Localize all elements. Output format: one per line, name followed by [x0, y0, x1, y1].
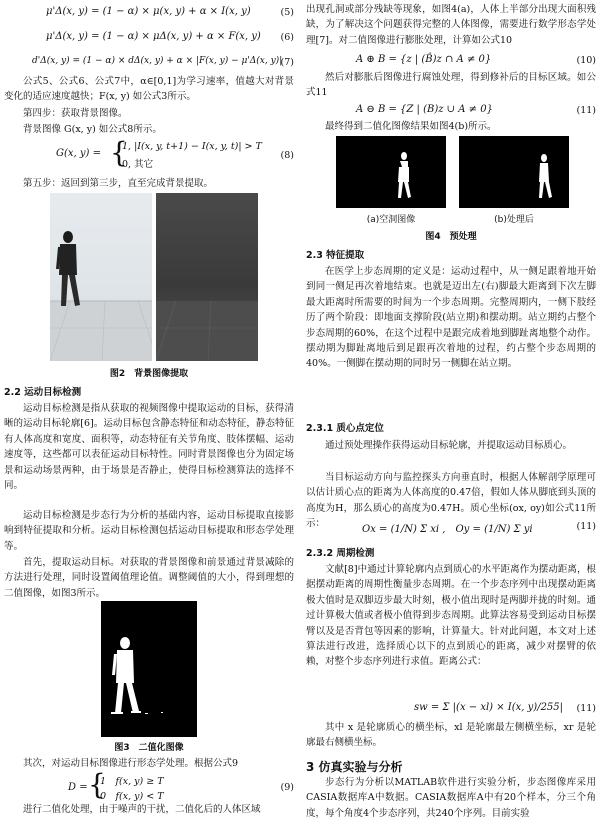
equation-7: d'Δ(x, y) = (1 − α) × dΔ(x, y) + α × |F(x, y) − μ'Δ(x, y)| — [32, 56, 283, 66]
formula-note: 公式5、公式6、公式7中，α∈[0,1]为学习速率，值越大对背景变化的适应速度越快；F(x, y) 如公式3所示。 — [4, 76, 294, 103]
section-3-heading: 3 仿真实验与分析 — [306, 760, 403, 774]
section-2-3-1-heading: 2.3.1 质心点定位 — [306, 423, 384, 434]
figure-3-caption: 图3 二值化图像 — [114, 743, 184, 753]
equation-6: μ'Δ(x, y) = (1 − α) × μΔ(x, y) + α × F(x, y) — [46, 31, 261, 42]
equation-8-case-2: 0, 其它 — [122, 159, 154, 170]
paragraph-where: 其中 x 是轮廓质心的横坐标，xl 是轮廓最左侧横坐标，xr 是轮廓最右侧横坐标。 — [306, 722, 596, 749]
paragraph-morphology: 出现孔洞或部分残缺等现象，如图4(a)，人体上半部分出现大面积残缺，为了解决这个问题获得完整的人体图像，需要进行数学形态学处理[7]。对二值图像进行膨胀处理，计算如公式10 — [306, 4, 596, 46]
background-line: 背景图像 G(x, y) 如公式8所示。 — [23, 124, 162, 135]
paragraph-2-3-1-a: 通过预处理操作获得运动目标轮廓，并提取运动目标质心。 — [325, 440, 573, 451]
paragraph-2-3-2: 文献[8]中通过计算轮廓内点到质心的水平距离作为摆动距离，根据摆动距离的周期性衡量步态周期。在一个步态序列中出现摆动距离极大值时是双脚迈步最大时刻，极小值出现时是两脚并拢的时刻。通过计算极大值或者极小值得到步态周期。此算法容易受到运动目标摆臂以及是否背包等因素的影响，计算量大。针对此问题，本文对上述算法进行改进，选择质心以下的点到质心的距离，减少对摆臂的依赖，对整个步态序列进行求值。距离公式： — [306, 564, 596, 668]
equation-8-lhs: G(x, y) = — [56, 148, 101, 159]
paragraph-2-2-c: 首先，提取运动目标。对获取的背景图像和前景通过背景减除的方法进行处理，同时设置阈值理论值。调整阈值的大小，得到理想的二值图像，如图3所示。 — [4, 557, 294, 599]
paragraph-2-3: 在医学上步态周期的定义是：运动过程中，从一侧足跟着地开始到同一侧足再次着地结束。也就是迈出左(右)脚最大距离到下次左脚最大距离时所需要的时间为一个步态周期。完整周期内，一侧下肢经历了两个阶段：即地面支撑阶段(站立期)和摆动期。站立期约占整个步态周期的60%，在这个过程中是跟完成着地到脚趾离地整个动作。摆动期为脚趾离地后到足跟再次着地的过程，约占整个步态周期的40%。一侧脚在摆动期的同时另一侧脚在站立期。 — [306, 266, 596, 370]
figure-4b-processed-image — [459, 136, 569, 208]
equation-5: μ'Δ(x, y) = (1 − α) × μ(x, y) + α × I(x, y) — [46, 6, 251, 17]
figure-2-background-image — [156, 193, 258, 361]
equation-7-number: (7) — [280, 57, 294, 68]
paragraph-after-figure-3: 其次，对运动目标图像进行形态学处理。根据公式9 — [23, 758, 239, 769]
equation-10-number: (10) — [576, 55, 596, 66]
figure-2-caption: 图2 背景图像提取 — [109, 369, 189, 379]
paragraph-erosion: 然后对膨胀后图像进行腐蚀处理，得到修补后的目标区域。如公式11 — [306, 72, 596, 99]
equation-10: A ⊕ B = {z | (B̂)z ∩ A ≠ 0} — [356, 54, 492, 65]
equation-9-brace: { — [88, 768, 106, 801]
equation-6-number: (6) — [280, 32, 294, 43]
paragraph-final-binary: 最终得到二值化图像结果如图4(b)所示。 — [325, 121, 497, 132]
paragraph-3: 步态行为分析以MATLAB软件进行实验分析，步态图像库采用CASIA数据库A中数据。CASIA数据库A中有20个样本，分三个角度，每个角度4个步态序列，共240个序列。目前实验 — [306, 777, 596, 819]
equation-centroid-number: (11) — [576, 521, 596, 532]
equation-9-case-2: 0 f(x, y) < T — [100, 791, 164, 802]
step-four: 第四步：获取背景图像。 — [23, 108, 128, 119]
section-2-3-heading: 2.3 特征提取 — [306, 250, 365, 261]
equation-11-number: (11) — [576, 105, 596, 116]
step-five: 第五步：返回到第三步，直至完成背景提取。 — [23, 178, 214, 189]
paragraph-2-3-1-b: 当目标运动方向与监控探头方向垂直时，根据人体解剖学原理可以估计质心点的距离为人体高度的0.47倍，假如人体从脚底到头顶的高度为H，那么质心的高度为0.47H。质心坐标(ox, oy)如公式11所示： — [306, 472, 596, 530]
figure-4a-caption: (a)空洞图像 — [366, 215, 416, 225]
equation-distance-number: (11) — [576, 703, 596, 714]
figure-4-caption: 图4 预处理 — [425, 232, 477, 242]
equation-centroid: Ox = (1/N) Σ xi , Oy = (1/N) Σ yi — [362, 524, 533, 535]
figure-4a-hole-image — [336, 136, 446, 208]
paragraph-2-2-a: 运动目标检测是指从获取的视频图像中提取运动的目标，获得清晰的运动目标轮廓[6]。运动目标包含静态特征和动态特征，静态特征有人体高度和宽度、面积等，动态特征有关节角度、肢体摆幅、运动速度等，这些都可以表征运动目标特性。同时背景图像也分为固定场景和运动场景两种，由于场景是否静止，使得目标检测算法的选择不同。 — [4, 403, 294, 492]
equation-distance: sw = Σ |(x − xl) × I(x, y)/255| — [414, 702, 564, 713]
equation-8-brace: { — [110, 136, 128, 169]
equation-11: A ⊖ B = {Z | (B)z ∪ A ≠ 0} — [356, 104, 493, 115]
figure-4b-caption: (b)处理后 — [494, 215, 534, 225]
equation-9-number: (9) — [280, 782, 294, 793]
equation-8-number: (8) — [280, 150, 294, 161]
section-2-3-2-heading: 2.3.2 周期检测 — [306, 548, 375, 559]
paragraph-last-left: 进行二值化处理，由于噪声的干扰，二值化后的人体区域 — [23, 804, 261, 815]
paragraph-2-2-b: 运动目标检测是步态行为分析的基础内容，运动目标提取直接影响到特征提取和分析。运动目标检测包括运动目标提取和形态学处理等。 — [4, 510, 294, 552]
section-2-2-heading: 2.2 运动目标检测 — [4, 387, 82, 398]
figure-2-original-frame — [50, 193, 152, 361]
figure-3-binary-image — [101, 601, 197, 737]
equation-5-number: (5) — [280, 7, 294, 18]
equation-9-lhs: D = — [68, 782, 88, 793]
equation-9-case-1: 1 f(x, y) ≥ T — [100, 776, 164, 787]
equation-8-case-1: 1, |I(x, y, t+1) − I(x, y, t)| > T — [122, 141, 262, 152]
